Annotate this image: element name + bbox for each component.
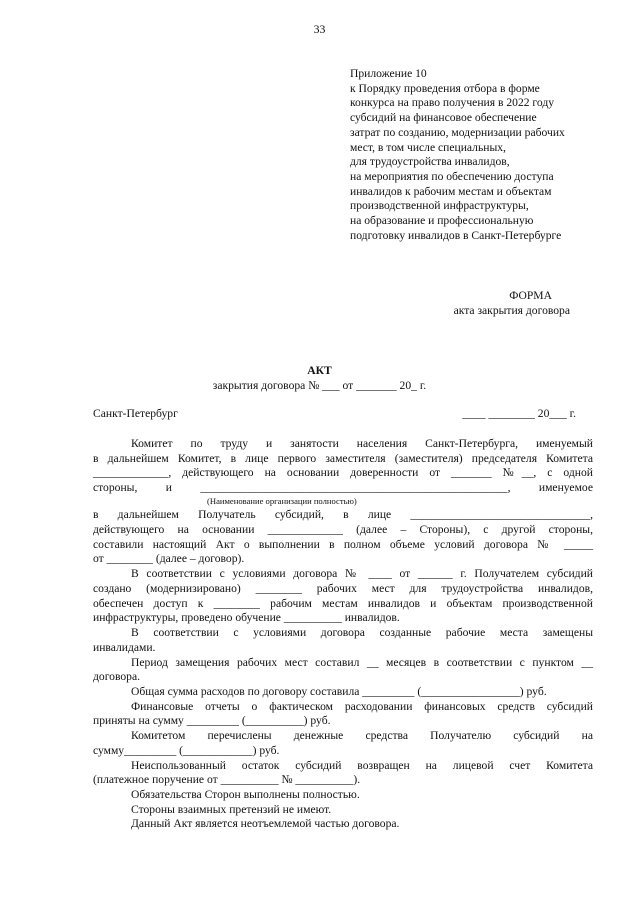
form-title: ФОРМА	[509, 289, 552, 302]
form-label	[370, 289, 570, 318]
act-heading	[0, 364, 639, 393]
body-line: Общая сумма расходов по договору составила _________ (_________________) руб.	[131, 684, 547, 698]
body-line: приняты на сумму _________ (__________) руб.	[93, 714, 331, 728]
body-line: от ________ (далее – договор).	[93, 552, 245, 566]
body-line: В соответствии с условиями договора № ____ от ______ г. Получателем субсидий	[131, 567, 593, 581]
appendix-line: инвалидов к рабочим местам и объектам	[350, 184, 552, 198]
body-line: (платежное поручение от __________ № __________).	[93, 773, 361, 787]
field-caption: (Наименование организации полностью)	[207, 495, 357, 506]
body-line: стороны, и _____________________________________________________, именуемое	[93, 481, 593, 495]
appendix-line: затрат по созданию, модернизации рабочих	[350, 125, 565, 139]
body-line: Обязательства Сторон выполнены полностью.	[131, 787, 360, 801]
body-line: Данный Акт является неотъемлемой частью договора.	[131, 817, 400, 831]
body-line: сумму_________ (____________) руб.	[93, 743, 280, 757]
place-and-date	[93, 407, 576, 422]
appendix-line: на мероприятия по обеспечению доступа	[350, 170, 554, 184]
body-line: действующего на основании _____________ (далее – Стороны), с другой стороны,	[93, 523, 593, 537]
body-line: обеспечен доступ к ________ рабочим местам инвалидов и объектам производственной	[93, 596, 593, 610]
body-line: договора.	[93, 670, 140, 684]
body-line: Комитет по труду и занятости населения Санкт-Петербурга, именуемый	[131, 437, 593, 450]
appendix-line: мест, в том числе специальных,	[350, 140, 506, 154]
body-line: инфраструктуры, проведено обучение __________ инвалидов.	[93, 611, 400, 625]
body-line: _____________, действующего на основании доверенности от _______ №__, с одной	[93, 466, 593, 480]
form-subtitle: акта закрытия договора	[453, 303, 570, 317]
body-line: в дальнейшем Получатель субсидий, в лице _______________________________,	[93, 508, 593, 522]
body-line: создано (модернизировано) ________ рабочих мест для трудоустройства инвалидов,	[93, 581, 593, 595]
body-line: Финансовые отчеты о фактическом расходовании финансовых средств субсидий	[131, 699, 593, 713]
body-line: Стороны взаимных претензий не имеют.	[131, 802, 332, 816]
appendix-line: Приложение 10	[350, 67, 427, 80]
city: Санкт-Петербург	[93, 407, 178, 420]
act-subtitle: закрытия договора № ___ от _______ 20_ г.	[212, 378, 427, 392]
act-title: АКТ	[307, 364, 332, 377]
appendix-line: конкурса на право получения в 2022 году	[350, 96, 555, 110]
appendix-header	[350, 67, 620, 244]
page-number: 33	[313, 22, 326, 36]
appendix-line: производственной инфраструктуры,	[350, 199, 529, 213]
body-line: Период замещения рабочих мест составил __ месяцев в соответствии с пунктом __	[131, 655, 593, 669]
date-blank: ____ ________ 20___ г.	[462, 407, 576, 420]
act-body	[93, 437, 593, 832]
appendix-line: на образование и профессиональную	[350, 214, 534, 228]
body-line: Комитетом перечислены денежные средства Получателю субсидий на	[131, 729, 593, 743]
appendix-line: субсидий на финансовое обеспечение	[350, 111, 537, 125]
appendix-line: для трудоустройства инвалидов,	[350, 155, 510, 169]
body-line: Неиспользованный остаток субсидий возвращен на лицевой счет Комитета	[131, 758, 593, 772]
appendix-line: подготовку инвалидов в Санкт-Петербурге	[350, 228, 562, 242]
appendix-line: к Порядку проведения отбора в форме	[350, 81, 540, 95]
body-line: В соответствии с условиями договора созданные рабочие места замещены	[131, 626, 593, 640]
body-line: в дальнейшем Комитет, в лице первого заместителя (заместителя) председателя Комитета	[93, 451, 593, 465]
body-line: составили настоящий Акт о выполнении в полном объеме условий договора № _____	[93, 537, 593, 551]
body-line: инвалидами.	[93, 640, 156, 654]
